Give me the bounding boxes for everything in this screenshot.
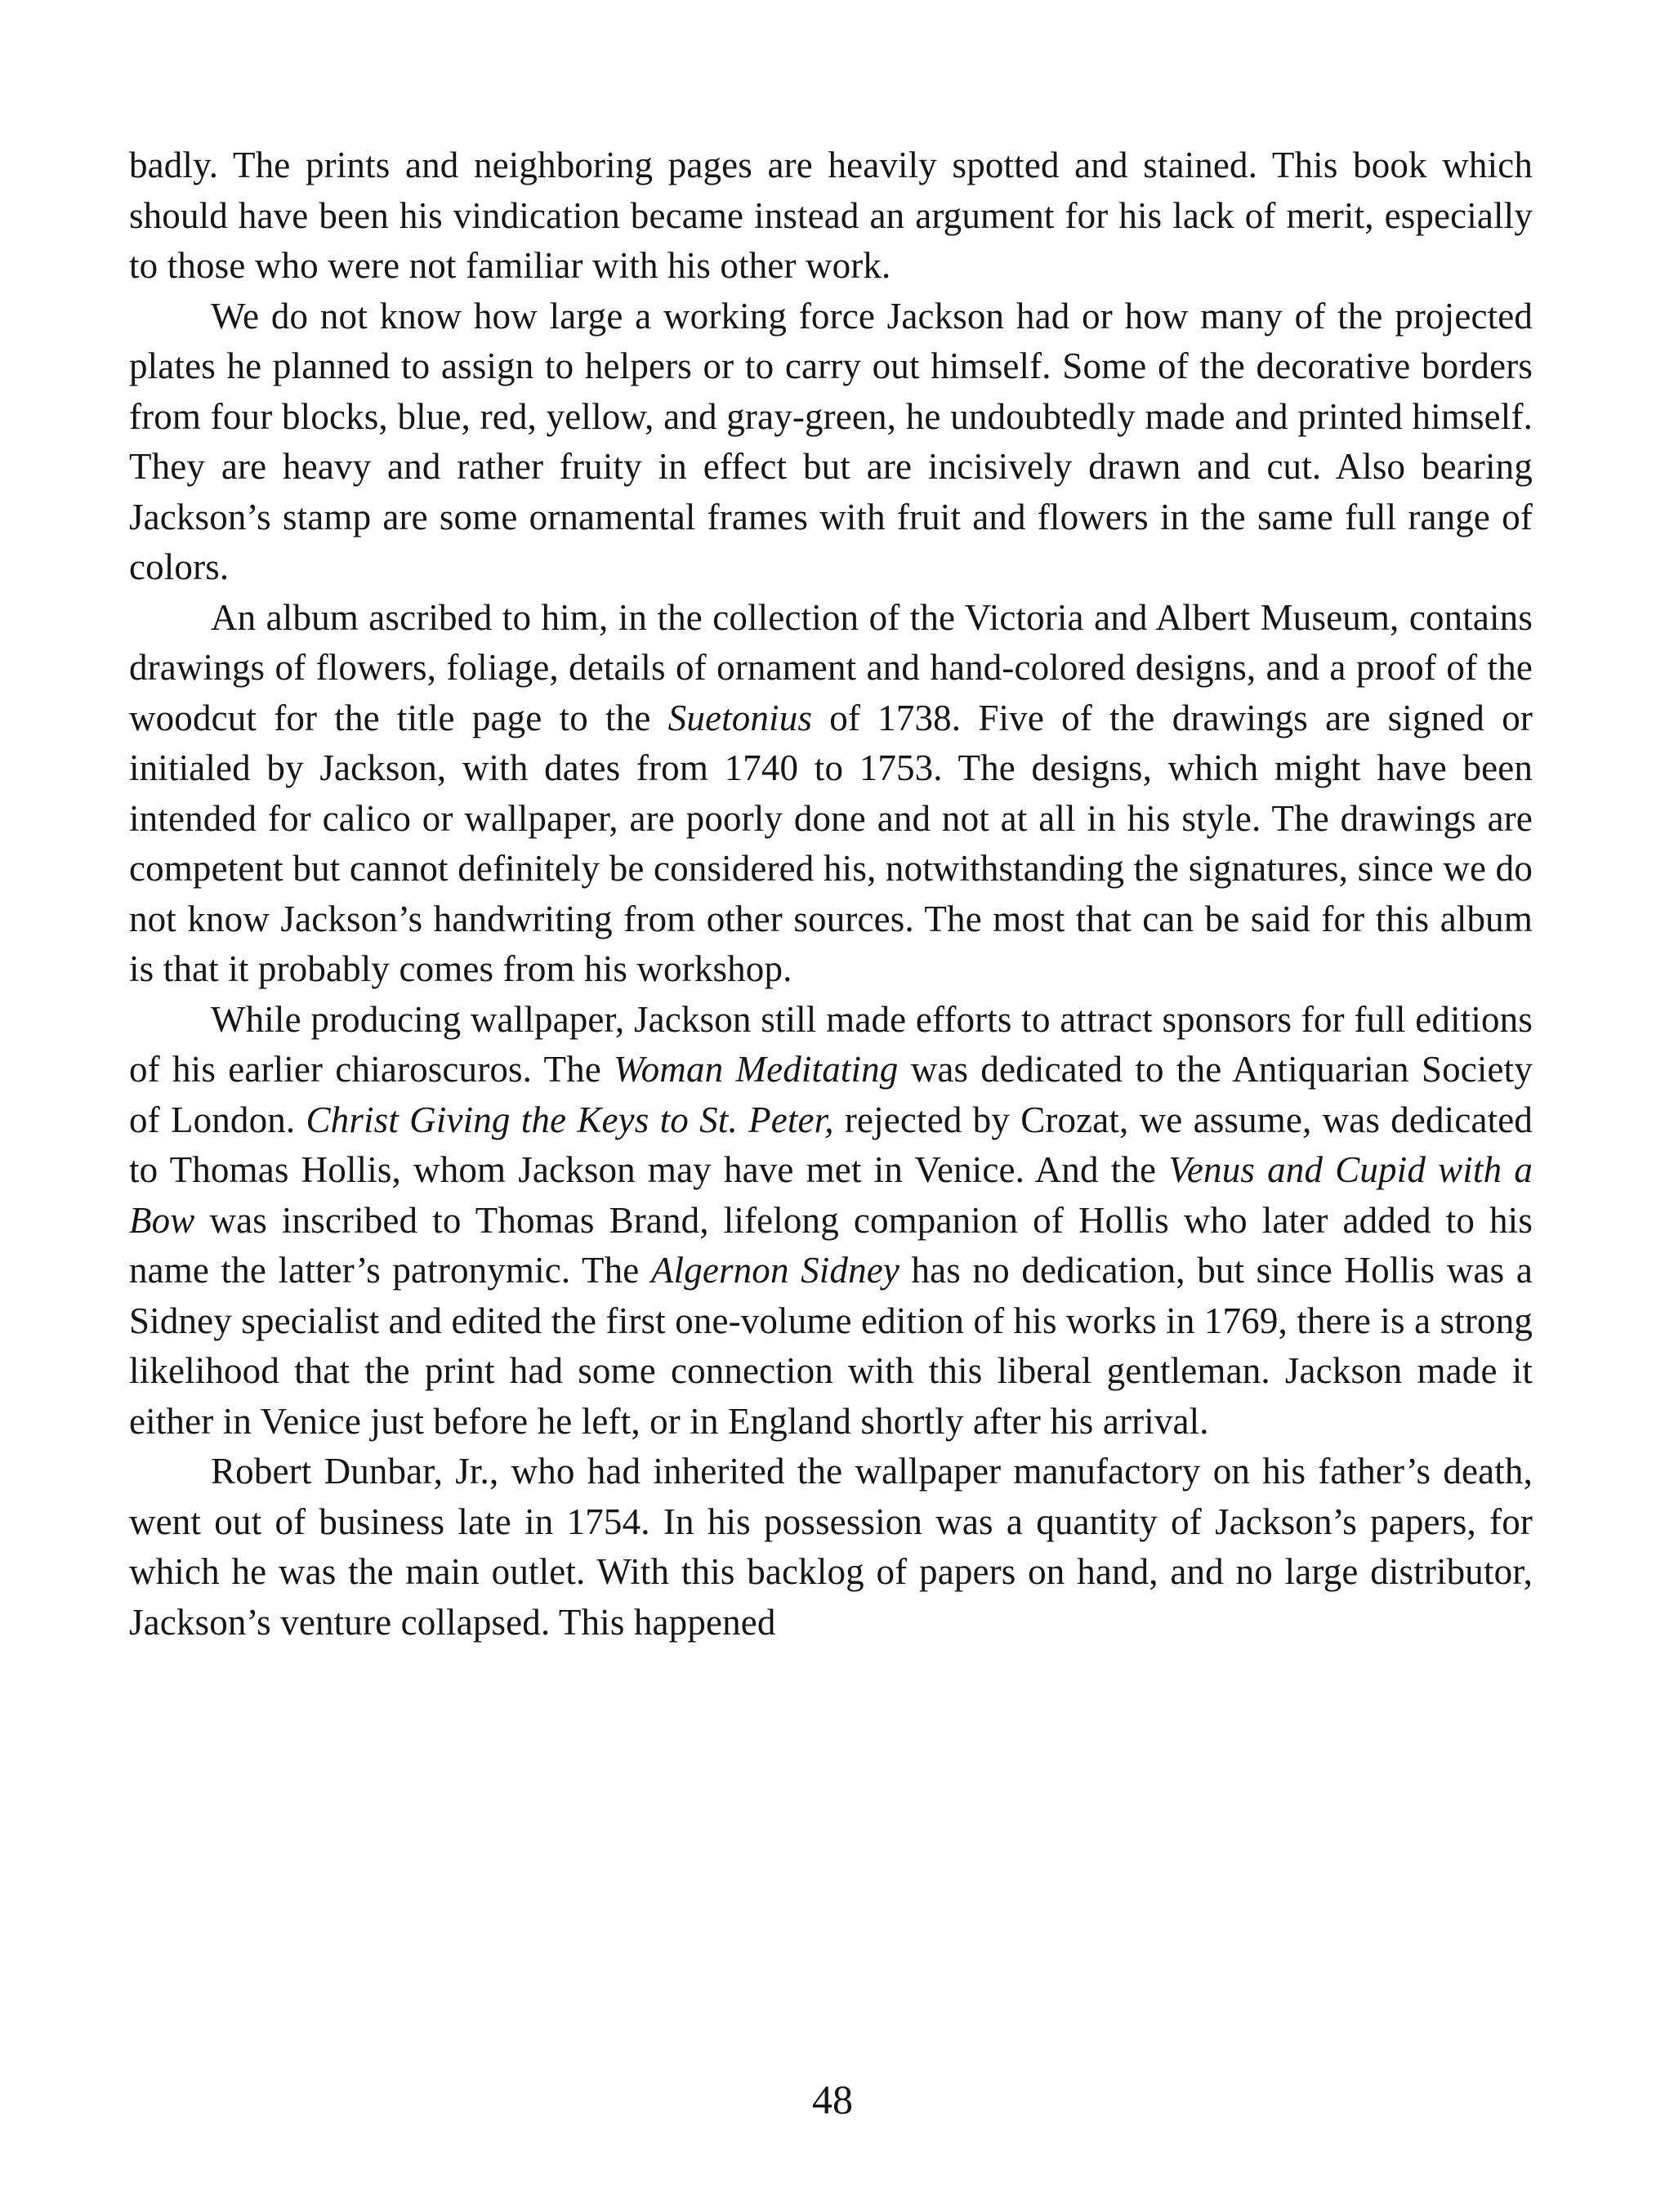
italic-title-venus-and-cupid: Venus and Cupid with a Bow (129, 1149, 1533, 1241)
italic-title-christ-giving-keys: Christ Giving the Keys to St. Peter, (306, 1099, 834, 1140)
page-number: 48 (812, 2076, 853, 2122)
paragraph-2 (129, 292, 1533, 593)
paragraph-text: has no dedication, but since Hollis was a Sidney specialist and edited the first one-volume edition of his works in 1769, there is a strong likelihood that the print had some connection with this liberal gentleman. Jackson made it either in Venice just before he left, or in England shortly after his arrival. (129, 1250, 1533, 1442)
italic-title-suetonius: Suetonius (667, 697, 813, 738)
paragraph-text: of 1738. Five of the drawings are signed or initialed by Jackson, with dates from 1740 to 1753. The designs, which might have been intended for calico or wallpaper, are poorly done and not at all in his style. The drawings are competent but cannot definitely be considered his, notwithstanding the signatures, since we do not know Jackson’s handwriting from other sources. The most that can be said for this album is that it probably comes from his workshop. (129, 697, 1533, 989)
paragraph-text: While producing wallpaper, Jackson still made efforts to attract sponsors for full editions of his earlier chiaroscuros. The (129, 998, 1533, 1090)
paragraph-text: Robert Dunbar, Jr., who had inherited the wallpaper manufactory on his father’s death, went out of business late in 1754. In his possession was a quantity of Jackson’s papers, for which he was the main outlet. With this backlog of papers on hand, and no large distributor, Jackson’s venture collapsed. This happened (129, 1451, 1533, 1643)
paragraph-5 (129, 1447, 1533, 1648)
paragraph-text: was inscribed to Thomas Brand, lifelong companion of Hollis who later added to his name the latter’s patronymic. The (129, 1199, 1533, 1291)
paragraph-1 (129, 140, 1533, 292)
paragraph-text: An album ascribed to him, in the collection of the Victoria and Albert Museum, contains drawings of flowers, foliage, details of ornament and hand-colored designs, and a proof of the woodcut for the title page to the (129, 596, 1533, 738)
paragraph-text: badly. The prints and neighboring pages are heavily spotted and stained. This book which should have been his vindication became instead an argument for his lack of merit, especially to those who were not familiar with his other work. (129, 145, 1533, 286)
paragraph-text: rejected by Crozat, we assume, was dedicated to Thomas Hollis, whom Jackson may have met in Venice. And the (129, 1099, 1533, 1190)
paragraph-4 (129, 995, 1533, 1447)
paragraph-3 (129, 593, 1533, 995)
italic-title-algernon-sidney: Algernon Sidney (650, 1250, 899, 1291)
paragraph-text: We do not know how large a working force Jackson had or how many of the projected plates he planned to assign to helpers or to carry out himself. Some of the decorative borders from four blocks, blue, red, yellow, and gray-green, he undoubtedly made and printed himself. They are heavy and rather fruity in effect but are incisively drawn and cut. Also bearing Jackson’s stamp are some ornamental frames with fruit and flowers in the same full range of colors. (129, 295, 1533, 587)
italic-title-woman-meditating: Woman Meditating (614, 1049, 899, 1090)
body-text (129, 140, 1533, 1648)
paragraph-text: was dedicated to the Antiquarian Society of London. (129, 1049, 1533, 1140)
